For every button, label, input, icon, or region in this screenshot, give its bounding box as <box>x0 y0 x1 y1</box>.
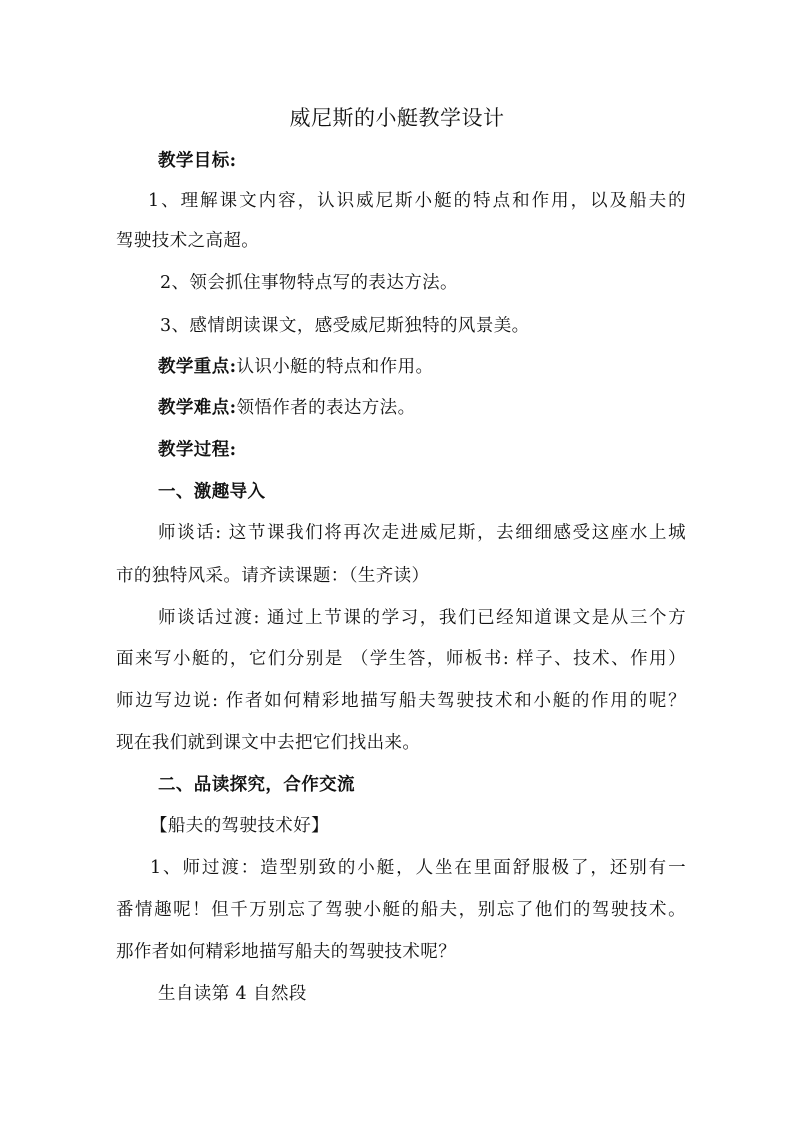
goal-1-line-2: 驾驶技术之高超。 <box>116 231 260 251</box>
paragraph-3-line-2: 番情趣呢！但千万别忘了驾驶小艇的船夫，别忘了他们的驾驶技术。 <box>116 900 686 920</box>
key-point-text: 认识小艇的特点和作用。 <box>236 357 434 377</box>
paragraph-3-line-1: 1、师过渡：造型别致的小艇，人坐在里面舒服极了，还别有一 <box>150 858 686 878</box>
paragraph-2-line-2: 面来写小艇的，它们分别是 （学生答，师板书: 样子、技术、作用） <box>116 649 686 669</box>
document-title: 威尼斯的小艇教学设计 <box>289 106 505 130</box>
bracket-heading: 【船夫的驾驶技术好】 <box>150 816 329 836</box>
section-1-heading: 一、激趣导入 <box>158 482 266 502</box>
goal-3: 3、感情朗读课文，感受威尼斯独特的风景美。 <box>160 316 530 336</box>
difficult-point-text: 领悟作者的表达方法。 <box>236 398 416 418</box>
paragraph-2-line-3: 师边写边说: 作者如何精彩地描写船夫驾驶技术和小艇的作用的呢？ <box>116 691 686 711</box>
key-point-label: 教学重点: <box>158 357 237 377</box>
difficult-point-label: 教学难点: <box>158 398 237 418</box>
goals-heading: 教学目标: <box>158 151 237 171</box>
paragraph-2-line-4: 现在我们就到课文中去把它们找出来。 <box>116 733 421 753</box>
paragraph-3-line-3: 那作者如何精彩地描写船夫的驾驶技术呢？ <box>116 942 457 962</box>
paragraph-1-line-2: 市的独特风采。请齐读课题：（生齐读） <box>116 566 430 586</box>
paragraph-4: 生自读第 4 自然段 <box>158 984 307 1004</box>
difficult-point <box>158 393 686 423</box>
paragraph-2-line-1: 师谈话过渡: 通过上节课的学习，我们已经知道课文是从三个方 <box>158 608 686 628</box>
paragraph-1-line-1: 师谈话: 这节课我们将再次走进威尼斯，去细细感受这座水上城 <box>158 523 686 543</box>
key-point <box>158 352 686 382</box>
goal-1-line-1: 1、理解课文内容，认识威尼斯小艇的特点和作用，以及船夫的 <box>148 191 686 211</box>
goal-2: 2、领会抓住事物特点写的表达方法。 <box>160 273 458 293</box>
process-heading: 教学过程: <box>158 440 237 460</box>
section-2-heading: 二、品读探究，合作交流 <box>158 775 355 795</box>
